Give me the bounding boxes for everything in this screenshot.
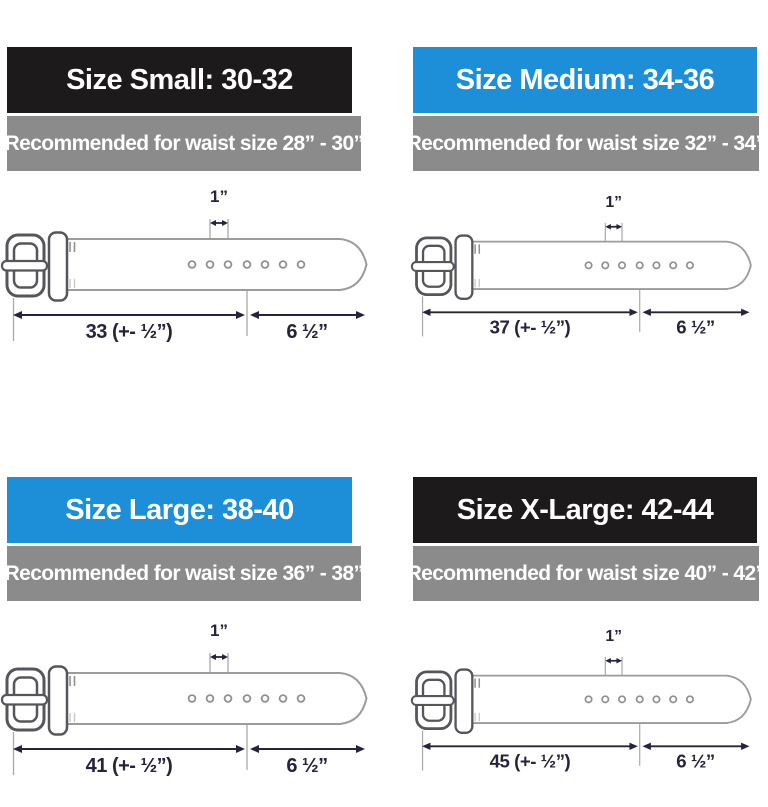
- belt-diagram: [0, 189, 384, 364]
- belt-keeper: [49, 667, 67, 735]
- one-inch-arrow: [605, 658, 622, 664]
- panel-header-bars: [4, 477, 384, 601]
- one-inch-arrow: [210, 654, 228, 660]
- tail-dimension-arrow: [250, 745, 365, 753]
- hole-spacing-label: 1”: [605, 193, 623, 211]
- belt-tail-label: 6 ½”: [676, 317, 715, 339]
- belt-buckle: [2, 669, 47, 730]
- size-title: Size X-Large: 42-44: [456, 493, 714, 526]
- waist-recommendation: Recommended for waist size 28” - 30”: [4, 131, 364, 155]
- waist-recommendation-bar: [4, 116, 364, 171]
- belt-keeper: [456, 670, 473, 733]
- one-inch-arrow: [605, 224, 622, 230]
- belt-length-label: 41 (+- ½”): [85, 755, 173, 777]
- buckle-prong: [2, 695, 47, 705]
- size-panel-small: [0, 0, 384, 364]
- belt-length-label: 45 (+- ½”): [489, 751, 571, 773]
- panel-header-bars: [4, 47, 384, 171]
- size-panel-xlarge: [384, 364, 768, 798]
- length-dimension-arrow: [13, 311, 245, 319]
- size-title-bar: [413, 47, 757, 113]
- length-dimension-arrow: [13, 745, 245, 753]
- belt-tail-label: 6 ½”: [286, 321, 328, 343]
- waist-recommendation-bar: [406, 546, 766, 601]
- size-title-bar: [7, 477, 352, 543]
- waist-recommendation-bar: [406, 116, 766, 171]
- size-title: Size Large: 38-40: [65, 493, 294, 526]
- size-title: Size Small: 30-32: [66, 63, 293, 96]
- panel-header-bars: [406, 477, 768, 601]
- belt-keeper: [49, 233, 67, 301]
- belt-keeper: [456, 236, 473, 299]
- hole-spacing-label: 1”: [210, 187, 228, 206]
- tail-dimension-arrow: [250, 311, 365, 319]
- panel-header-bars: [406, 47, 768, 171]
- buckle-prong: [412, 696, 454, 705]
- belt-buckle: [412, 238, 454, 295]
- belt-tail-label: 6 ½”: [286, 755, 328, 777]
- belt-diagram: [0, 623, 384, 798]
- size-panel-large: [0, 364, 384, 798]
- waist-recommendation: Recommended for waist size 40” - 42”: [406, 561, 766, 585]
- waist-recommendation: Recommended for waist size 36” - 38”: [4, 561, 364, 585]
- tail-dimension-arrow: [643, 743, 750, 750]
- one-inch-arrow: [210, 220, 228, 226]
- belt-buckle: [412, 672, 454, 729]
- belt-tail-label: 6 ½”: [676, 751, 715, 773]
- buckle-prong: [412, 262, 454, 271]
- length-dimension-arrow: [422, 743, 638, 750]
- belt-length-label: 33 (+- ½”): [85, 321, 173, 343]
- waist-recommendation-bar: [4, 546, 364, 601]
- belt-length-label: 37 (+- ½”): [489, 317, 571, 339]
- size-title: Size Medium: 34-36: [455, 63, 715, 96]
- size-title-bar: [7, 47, 352, 113]
- tail-dimension-arrow: [643, 309, 750, 316]
- hole-spacing-label: 1”: [210, 621, 228, 640]
- waist-recommendation: Recommended for waist size 32” - 34”: [406, 131, 766, 155]
- hole-spacing-label: 1”: [605, 627, 623, 645]
- belt-diagram: [384, 189, 768, 364]
- buckle-prong: [2, 261, 47, 271]
- length-dimension-arrow: [422, 309, 638, 316]
- belt-diagram: [384, 623, 768, 798]
- size-title-bar: [413, 477, 757, 543]
- size-panel-medium: [384, 0, 768, 364]
- belt-buckle: [2, 235, 47, 296]
